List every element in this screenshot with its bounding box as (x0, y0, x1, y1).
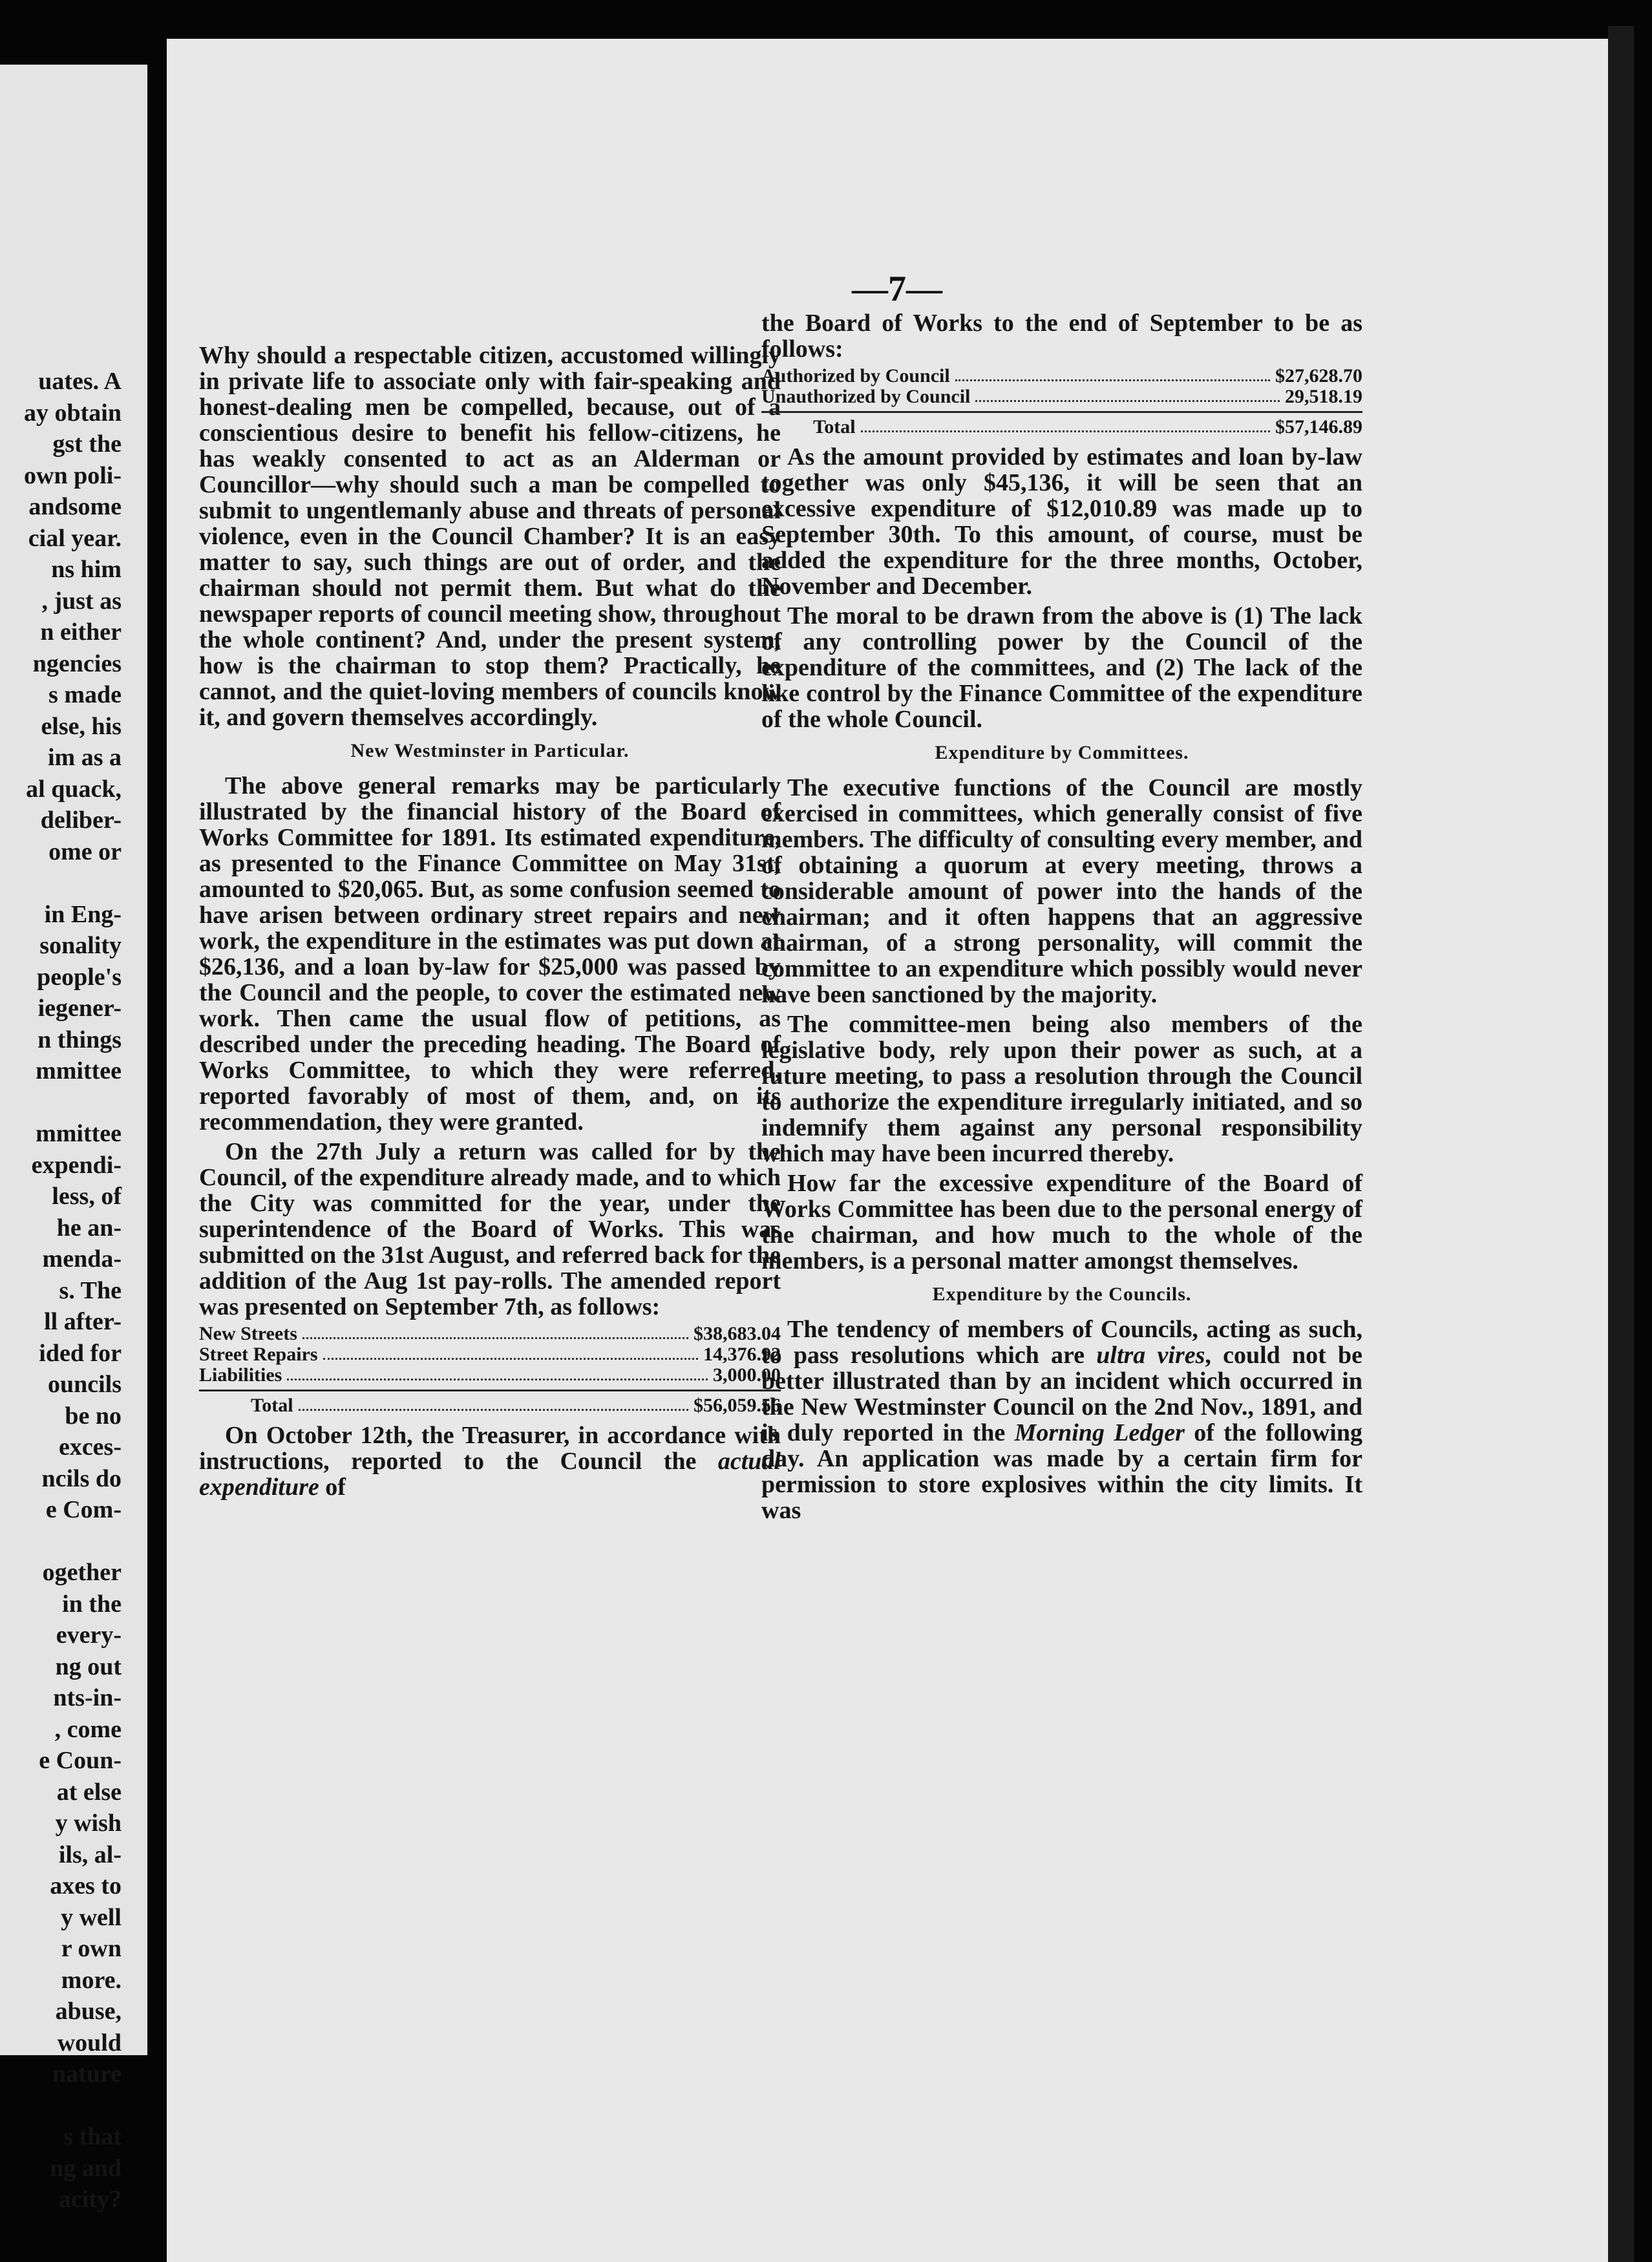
paragraph: How far the excessive expenditure of the Board of Works Committee has been due to the personal energy of the chairman, and how much to the whole of the members, is a personal matter amongst themselves. (761, 1170, 1362, 1274)
fragment-line: e Coun- (39, 1747, 122, 1774)
fragment-line: im as a (48, 744, 122, 771)
section-heading: New Westminster in Particular. (350, 740, 630, 761)
fragment-line: expendi- (31, 1151, 122, 1179)
fragment-line: people's (37, 963, 122, 991)
fragment-line: nature (52, 2060, 122, 2088)
fragment-line: mmittee (36, 1120, 122, 1147)
fragment-line: ll after- (44, 1308, 122, 1335)
fragment-line: cial year. (28, 524, 122, 552)
table-total-row (761, 411, 1362, 438)
row-amount: 14,376.92 (703, 1344, 781, 1365)
text-span: of the following day. An application was made by a certain firm for permission to store explosives within the city limits. It was (761, 1419, 1362, 1524)
fragment-line: iegener- (37, 995, 122, 1022)
total-label: Total (251, 1395, 293, 1416)
paragraph (761, 1316, 1362, 1523)
row-label: Unauthorized by Council (761, 386, 971, 407)
table-row (199, 1365, 781, 1386)
fragment-line: n things (37, 1026, 122, 1053)
fragment-line: y wish (55, 1810, 122, 1837)
fragment-line: , come (54, 1715, 122, 1743)
fragment-line: y well (61, 1903, 122, 1931)
fragment-line: be no (65, 1402, 122, 1430)
fragment-line: would (57, 2029, 122, 2056)
paragraph: The above general remarks may be particularly illustrated by the financial history of the Board of Works Committee for 1891. Its estimated expenditure, as presented to the Finance Committee on May 31st, amounted to $20,065. But, as some confusion seemed to have arisen between ordinary street repairs and new work, the expenditure in the estimates was put down at $26,136, and a loan by-law for $25,000 was passed by the Council and the people, to cover the estimated new work. Then came the usual flow of petitions, as described under the preceding heading. The Board of Works Committee, to which they were referred, reported favorably of most of them, and, on its recommendation, they were granted. (199, 772, 781, 1136)
paragraph: The moral to be drawn from the above is (1) The lack of any controlling power by the Council of the expenditure of the committees, and (2) The lack of the like control by the Finance Committee of the expenditure of the whole Council. (761, 602, 1362, 733)
fragment-line: ng out (55, 1653, 122, 1680)
table-row (199, 1324, 781, 1344)
fragment-line: axes to (50, 1872, 122, 1899)
fragment-line: uates. A (38, 368, 122, 395)
fragment-line: more. (61, 1966, 122, 1994)
fragment-line: gst the (52, 430, 122, 458)
italic-span: actual expenditure (199, 1448, 781, 1501)
fragment-line: exces- (58, 1433, 122, 1461)
italic-span: Morning Ledger (1014, 1419, 1185, 1446)
row-amount: $27,628.70 (1275, 365, 1362, 386)
fragment-line: every- (56, 1622, 122, 1649)
fragment-line: menda- (42, 1245, 122, 1273)
fragment-line: ns him (51, 556, 122, 583)
section-heading: Expenditure by Committees. (935, 742, 1189, 763)
fragment-line: , just as (41, 587, 122, 615)
paragraph: Why should a respectable citizen, accustomed willingly in private life to associate only with fair-speaking and honest-dealing men be compelled, because, out of a conscientious desire to benefit his fellow-citizens, he has weakly consented to act as an Alderman or Councillor—why should such a man be compelled to submit to ungentlemanly abuse and threats of personal violence, even in the Council Chamber? It is an easy matter to say, such things are out of order, and the chairman should not permit them. But what do the newspaper reports of council meeting show, throughout the whole continent? And, under the present system, how is the chairman to stop them? Practically, he cannot, and the quiet-loving members of councils know it, and govern themselves accordingly. (199, 342, 781, 731)
row-amount: $38,683.04 (694, 1323, 781, 1344)
row-label: New Streets (199, 1323, 297, 1344)
italic-span: ultra vires (1096, 1342, 1205, 1369)
paragraph: On the 27th July a return was called for by the Council, of the expenditure already made, and to which the City was committed for the year, under the superintendence of the Board of Works. This was submitted on the 31st August, and referred back for the addition of the Aug 1st pay-rolls. The amended report was presented on September 7th, as follows: (199, 1138, 781, 1320)
fragment-line: deliber- (40, 807, 122, 834)
total-amount: $56,059.56 (694, 1395, 781, 1416)
fragment-line: s. The (59, 1276, 122, 1304)
paragraph: The committee-men being also members of the legislative body, rely upon their power as such, at a future meeting, to pass a resolution through the Council to authorize the expenditure irregularly initiated, and so indemnify them against any personal responsibility which may have been incurred thereby. (761, 1011, 1362, 1167)
text-span: of (319, 1474, 346, 1501)
fragment-line: ouncils (47, 1371, 122, 1398)
fragment-line: al quack, (26, 775, 122, 803)
right-column (761, 310, 1362, 1527)
fragment-line: acity? (58, 2186, 122, 2213)
row-amount: 3,000.00 (713, 1364, 781, 1386)
text-span: On October 12th, the Treasurer, in accordance with instructions, reported to the Council the (199, 1422, 781, 1475)
paragraph (199, 1422, 781, 1500)
fragment-line: sonality (39, 932, 122, 959)
paragraph: The executive functions of the Council are mostly exercised in committees, which generally consist of five members. The difficulty of consulting every member, and of obtaining a quorum at every meeting, throws a considerable amount of power into the hands of the chairman; and it often happens that an aggressive chairman, of a strong personality, will commit the committee to an expenditure which possibly would never have been sanctioned by the majority. (761, 774, 1362, 1008)
row-label: Liabilities (199, 1364, 282, 1386)
row-label: Street Repairs (199, 1344, 318, 1365)
fragment-line: s made (48, 681, 122, 708)
left-column (199, 343, 781, 1504)
fragment-line: else, his (41, 712, 122, 740)
text-span: , could not be better illustrated than by an incident which occurred in the New Westminster Council on the 2nd Nov., 1891, and is duly reported in the (761, 1342, 1363, 1446)
fragment-line: ogether (42, 1559, 122, 1586)
total-label: Total (813, 416, 856, 438)
document-page (167, 39, 1608, 2262)
paragraph: the Board of Works to the end of September to be as follows: (761, 310, 1362, 363)
fragment-line: e Com- (45, 1496, 122, 1523)
row-label: Authorized by Council (761, 365, 950, 386)
fragment-line: at else (56, 1778, 122, 1806)
page-number: —7— (852, 269, 942, 309)
table-row (761, 386, 1362, 407)
fragment-line: n either (40, 618, 122, 646)
table-row (761, 366, 1362, 386)
facing-page-fragment (0, 65, 147, 2213)
section-heading: Expenditure by the Councils. (932, 1284, 1192, 1305)
fragment-line: ided for (39, 1339, 122, 1367)
fragment-line: r own (61, 1935, 122, 1962)
fragment-line: ils, al- (58, 1841, 122, 1868)
total-amount: $57,146.89 (1275, 416, 1362, 438)
fragment-line: mmittee (36, 1057, 122, 1084)
fragment-line: ome or (48, 838, 122, 865)
fragment-line: less, of (52, 1183, 122, 1210)
fragment-line: andsome (28, 493, 122, 520)
expenditure-table (199, 1324, 781, 1416)
fragment-line: ay obtain (24, 399, 122, 427)
page-edge-shadow (1608, 26, 1634, 2262)
fragment-line: ncils do (41, 1464, 122, 1492)
fragment-line: ng and (50, 2154, 122, 2182)
fragment-line: nts-in- (53, 1684, 122, 1711)
expenditure-table (761, 366, 1362, 438)
fragment-line: abuse, (55, 1998, 122, 2025)
fragment-line: in Eng- (44, 900, 122, 928)
table-row (199, 1344, 781, 1365)
fragment-line: in the (62, 1590, 122, 1618)
fragment-line: he an- (56, 1214, 122, 1242)
text-span: The tendency of members of Councils, acting as such, to pass resolutions which are (761, 1316, 1362, 1369)
fragment-line: own poli- (24, 461, 122, 489)
table-total-row (199, 1390, 781, 1416)
paragraph: As the amount provided by estimates and loan by-law together was only $45,136, it will be seen that an excessive expenditure of $12,010.89 was made up to September 30th. To this amount, of course, must be added the expenditure for the three months, October, November and December. (761, 443, 1362, 600)
fragment-line: ngencies (32, 650, 122, 677)
row-amount: 29,518.19 (1285, 386, 1362, 407)
fragment-line: s that (63, 2123, 122, 2150)
